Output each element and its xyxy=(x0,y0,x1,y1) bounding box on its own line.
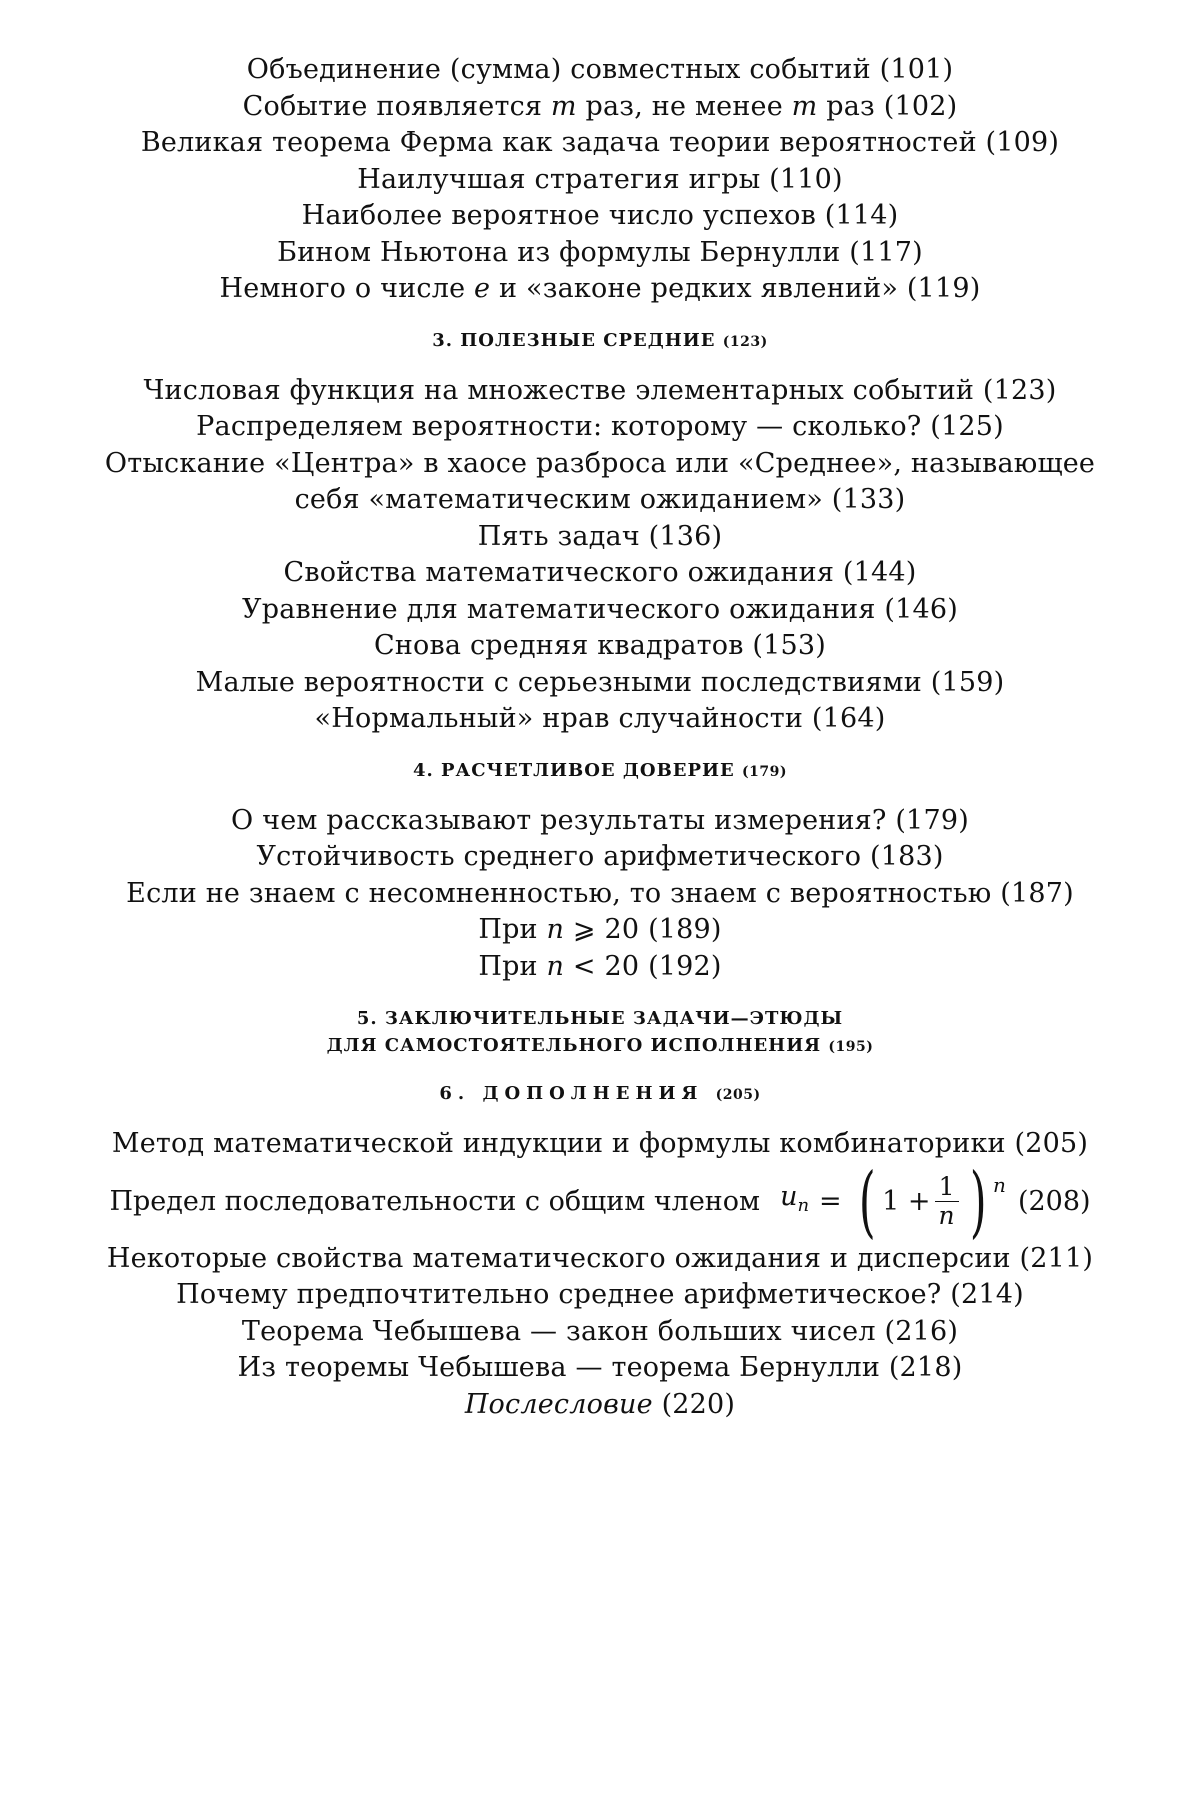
section-heading-page: (195) xyxy=(828,1039,874,1055)
toc-entry: Метод математической индукции и формулы комбинаторики (205) xyxy=(111,1128,1089,1159)
toc-entry: «Нормальный» нрав случайности (164) xyxy=(314,703,886,734)
toc-entry-text: раз, не менее xyxy=(576,90,792,122)
toc-entry-text: При xyxy=(478,914,547,945)
section-heading-page: (123) xyxy=(722,333,768,350)
toc-entry-text: При xyxy=(478,950,547,982)
math-var-m: m xyxy=(550,90,577,122)
toc-entry: Распределяем вероятности: которому — сколько? (125) xyxy=(196,411,1004,442)
toc-entry: Объединение (сумма) совместных событий (101) xyxy=(246,54,954,85)
toc-entry: Числовая функция на множестве элементарных событий (123) xyxy=(143,374,1057,406)
toc-entry-page: (220) xyxy=(661,1388,736,1420)
toc-entry: Почему предпочтительно среднее арифметическое? (214) xyxy=(176,1279,1024,1310)
toc-entry: Устойчивость среднего арифметического (183) xyxy=(256,841,944,872)
section-heading-text: 5. ЗАКЛЮЧИТЕЛЬНЫЕ ЗАДАЧИ—ЭТЮДЫ xyxy=(356,1008,844,1029)
toc-entry-text: Предел последовательности с общим членом xyxy=(109,1185,761,1217)
toc-entry: Великая теорема Ферма как задача теории вероятностей (109) xyxy=(140,127,1060,158)
table-of-contents xyxy=(0,52,1200,1423)
math-subscript: n xyxy=(797,1195,810,1216)
afterword-title: Послесловие xyxy=(464,1388,653,1420)
section-heading-text: 3. ПОЛЕЗНЫЕ СРЕДНИЕ xyxy=(432,329,716,351)
section-heading-page: (179) xyxy=(742,763,788,780)
section-heading-text: ДЛЯ САМОСТОЯТЕЛЬНОГО ИСПОЛНЕНИЯ xyxy=(326,1035,822,1056)
formula-equals: = xyxy=(819,1185,842,1217)
section-heading-text: 6. ДОПОЛНЕНИЯ xyxy=(439,1083,704,1104)
toc-entry: Пять задач (136) xyxy=(477,520,723,552)
toc-entry: Бином Ньютона из формулы Бернулли (117) xyxy=(277,236,923,268)
toc-entry: Наиболее вероятное число успехов (114) xyxy=(301,200,899,231)
fraction-denominator: n xyxy=(938,1201,955,1230)
left-paren: ( xyxy=(858,1156,876,1247)
toc-entry-formula xyxy=(0,1156,1200,1247)
toc-entry-text: Немного о числе xyxy=(219,273,475,304)
section-heading xyxy=(0,1081,1200,1108)
toc-entry xyxy=(0,89,1200,126)
toc-entry-page: (208) xyxy=(1017,1185,1091,1217)
toc-entry xyxy=(0,271,1200,308)
limit-formula xyxy=(766,1156,1006,1247)
toc-entry: Теорема Чебышева — закон больших чисел (216) xyxy=(241,1315,959,1347)
toc-entry: Отыскание «Центра» в хаосе разброса или «Среднее», называющее xyxy=(104,447,1096,479)
section-heading-text: 4. РАСЧЕТЛИВОЕ ДОВЕРИЕ xyxy=(412,759,735,781)
toc-entry: Уравнение для математического ожидания (146) xyxy=(242,593,958,625)
section-heading xyxy=(0,1005,1200,1061)
toc-entry: Свойства математического ожидания (144) xyxy=(283,557,917,588)
toc-entry-text: и «законе редких явлений» (119) xyxy=(490,273,981,304)
fraction xyxy=(935,1173,959,1230)
formula-one-plus: 1 + xyxy=(882,1185,931,1217)
math-var-n: n xyxy=(546,914,565,945)
toc-entry-text: Событие появляется xyxy=(242,90,551,122)
toc-entry: Если не знаем с несомненностью, то знаем с вероятностью (187) xyxy=(126,877,1074,909)
toc-entry-text: раз (102) xyxy=(817,90,958,122)
math-exponent: n xyxy=(993,1172,1006,1197)
formula-term xyxy=(780,1179,809,1224)
toc-entry: О чем рассказывают результаты измерения? (179) xyxy=(231,804,969,836)
toc-entry: себя «математическим ожиданием» (133) xyxy=(294,484,906,515)
right-paren: ) xyxy=(969,1156,987,1247)
math-var-n: n xyxy=(546,950,565,982)
math-var-m: m xyxy=(791,90,818,122)
toc-entry-text: < 20 (192) xyxy=(564,950,722,982)
toc-entry: Малые вероятности с серьезными последствиями (159) xyxy=(195,666,1005,698)
toc-entry: Снова средняя квадратов (153) xyxy=(374,630,826,661)
toc-entry: Некоторые свойства математического ожидания и дисперсии (211) xyxy=(106,1242,1094,1274)
toc-entry xyxy=(0,949,1200,986)
section-heading-page: (205) xyxy=(715,1087,761,1103)
section-heading xyxy=(0,758,1200,785)
fraction-numerator: 1 xyxy=(935,1173,959,1202)
math-var-e: e xyxy=(474,273,491,304)
toc-entry: Наилучшая стратегия игры (110) xyxy=(357,163,843,195)
toc-entry: Из теоремы Чебышева — теорема Бернулли (218) xyxy=(237,1352,963,1383)
toc-entry xyxy=(0,1387,1200,1424)
section-heading xyxy=(0,328,1200,355)
toc-entry-text: ⩾ 20 (189) xyxy=(564,914,722,945)
toc-entry xyxy=(0,912,1200,949)
math-var-u: u xyxy=(780,1181,798,1212)
